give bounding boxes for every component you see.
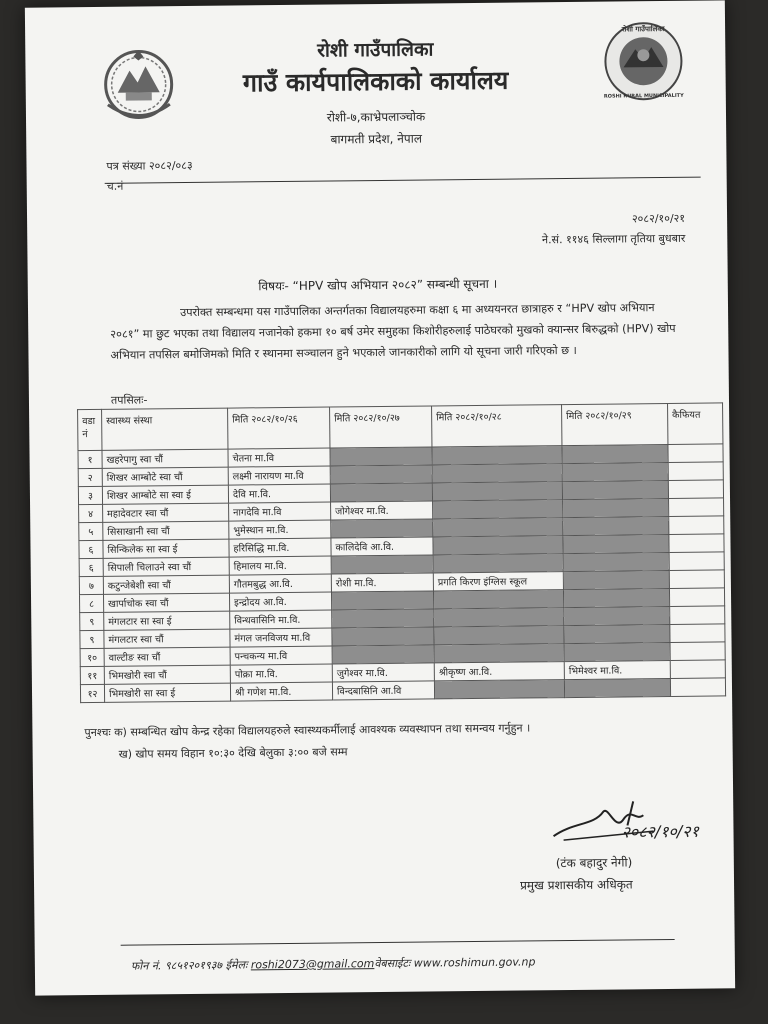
nepal-sambat-date: ने.सं. ११४६ सिल्लागा तृतिया बुधबार <box>541 231 686 247</box>
ward-cell: ११ <box>80 666 104 684</box>
logo-bottom-text: ROSHI RURAL MUNICIPALITY <box>603 92 684 100</box>
ward-cell: २ <box>78 468 102 486</box>
col-header-date-26: मिति २०८२/१०/२६ <box>228 407 330 449</box>
health-post-cell: महादेवटार स्वा चौं <box>103 503 229 522</box>
date-26-cell: इन्द्रोदय आ.वि. <box>229 592 331 611</box>
remarks-cell <box>669 498 724 517</box>
date-28-cell <box>433 590 563 609</box>
date-29-cell <box>564 678 670 697</box>
health-post-cell: मंगलटार सा स्वा ई <box>104 611 230 630</box>
date-29-cell <box>562 444 668 463</box>
date-27-cell <box>330 465 432 484</box>
date-29-cell <box>563 570 669 589</box>
date-27-cell <box>330 447 432 466</box>
municipality-name: रोशी गाउँपालिका <box>317 38 434 62</box>
date-29-cell <box>563 534 669 553</box>
footer-website[interactable]: वेबसाईटः www.roshimun.gov.np <box>374 955 536 971</box>
ward-cell: ८ <box>79 594 103 612</box>
date-26-cell: श्री गणेश मा.वि. <box>230 682 332 701</box>
health-post-cell: सिपाली चिलाउने स्वा चौं <box>103 557 229 576</box>
ward-cell: ९ <box>80 630 104 648</box>
dispatch-number: च.नं <box>106 179 124 193</box>
remarks-cell <box>669 552 724 571</box>
date-26-cell: लक्ष्मी नारायण मा.वि <box>228 466 330 485</box>
date-28-cell <box>432 464 562 483</box>
office-title: गाउँ कार्यपालिकाको कार्यालय <box>242 65 509 98</box>
remarks-cell <box>670 678 725 697</box>
date-26-cell: हरिसिद्धि मा.वि. <box>229 538 331 557</box>
remarks-cell <box>670 606 725 625</box>
date-28-cell <box>432 482 562 501</box>
health-post-cell: सिन्किलेक सा स्वा ई <box>103 539 229 558</box>
address-line-2: बागमती प्रदेश, नेपाल <box>330 131 422 147</box>
address-line-1: रोशी-७,काभ्रेपलाञ्चोक <box>326 109 426 125</box>
footer-divider <box>121 939 675 946</box>
remarks-cell <box>670 642 725 661</box>
date-27-cell <box>331 591 433 610</box>
health-post-cell: शिखर आम्बोटे स्वा चौं <box>102 467 228 486</box>
ward-cell: ७ <box>79 576 103 594</box>
footer-phone: फोन नं. ९८५१२०१९३७ <box>130 958 223 973</box>
col-header-date-29: मिति २०८२/१०/२९ <box>562 403 668 445</box>
date-26-cell: चेतना मा.वि <box>228 448 330 467</box>
date-27-cell: जोगेश्वर मा.वि. <box>331 501 433 520</box>
note-a: पुनश्चः क) सम्बन्धित खोप केन्द्र रहेका विद्यालयहरुले स्वास्थ्यकर्मीलाई आवश्यक व्यवस्थापन तथा समन्वय गर्नुहुन । <box>84 721 531 740</box>
date-28-cell <box>433 536 563 555</box>
date-29-cell <box>564 642 670 661</box>
remarks-cell <box>669 516 724 535</box>
date-28-cell <box>433 554 563 573</box>
date-27-cell <box>332 609 434 628</box>
date-28-cell: प्रगति किरण इंग्लिस स्कूल <box>433 572 563 591</box>
table-header-row <box>78 403 723 451</box>
col-header-date-27: मिति २०८२/१०/२७ <box>330 406 432 448</box>
health-post-cell: भिमखोरी स्वा चौं <box>104 665 230 684</box>
ward-cell: ९ <box>80 612 104 630</box>
remarks-cell <box>670 660 725 679</box>
letter-subject: विषयः- “HPV खोप अभियान २०८२” सम्बन्धी सूचना । <box>258 276 498 294</box>
date-27-cell: जुगेश्वर मा.वि. <box>332 663 434 682</box>
remarks-cell <box>668 480 723 499</box>
date-28-cell <box>432 446 562 465</box>
date-26-cell: गौतमबुद्ध आ.वि. <box>229 574 331 593</box>
date-27-cell: कालिदेवि आ.वि. <box>331 537 433 556</box>
remarks-cell <box>668 462 723 481</box>
footer-email-label: ईमेलः <box>225 958 248 972</box>
date-27-cell: रोशी मा.वि. <box>331 573 433 592</box>
footer-contact <box>131 954 536 973</box>
health-post-cell: खहरेपागु स्वा चौं <box>102 449 228 468</box>
date-26-cell: हिमालय मा.वि. <box>229 556 331 575</box>
date-26-cell: मंगल जनविजय मा.वि <box>230 628 332 647</box>
health-post-cell: खार्पाचोक स्वा चौं <box>103 593 229 612</box>
date-27-cell <box>332 627 434 646</box>
ward-cell: ६ <box>79 540 103 558</box>
signature-date: २०८२/१०/२१ <box>621 821 699 842</box>
signatory-title: प्रमुख प्रशासकीय अधिकृत <box>519 877 633 893</box>
signatory-name: (टंक बहादुर नेगी) <box>555 855 633 871</box>
health-post-cell: भिमखोरी सा स्वा ई <box>104 683 230 702</box>
ward-cell: ६ <box>79 558 103 576</box>
date-28-cell <box>433 500 563 519</box>
date-26-cell: विन्धवासिनि मा.वि. <box>230 610 332 629</box>
date-29-cell <box>562 462 668 481</box>
vaccination-schedule-table <box>77 402 726 703</box>
letter-page <box>25 0 735 995</box>
date-28-cell <box>434 680 564 699</box>
date-26-cell: पोक्रा मा.वि. <box>230 664 332 683</box>
col-header-date-28: मिति २०८२/१०/२८ <box>432 405 562 447</box>
col-header-remarks: कैफियत <box>668 403 723 445</box>
date-28-cell <box>433 518 563 537</box>
health-post-cell: सिसाखानी स्वा चौं <box>103 521 229 540</box>
ward-cell: १० <box>80 648 104 666</box>
date-26-cell: नागदेवि मा.वि <box>229 502 331 521</box>
date-27-cell <box>331 555 433 574</box>
remarks-cell <box>670 624 725 643</box>
date-29-cell <box>563 588 669 607</box>
date-29-cell <box>563 498 669 517</box>
date-29-cell <box>563 516 669 535</box>
date-28-cell <box>434 626 564 645</box>
date-26-cell: देवि मा.वि. <box>228 484 330 503</box>
date-28-cell: श्रीकृष्ण आ.वि. <box>434 662 564 681</box>
col-header-health-post: स्वास्थ्य संस्था <box>102 408 228 450</box>
col-header-ward: वडा नं <box>78 409 102 450</box>
health-post-cell: कटुन्जेबेशी स्वा चौं <box>103 575 229 594</box>
ward-cell: ५ <box>79 522 103 540</box>
date-29-cell <box>564 624 670 643</box>
reference-number: पत्र संख्या २०८२/०८३ <box>106 158 193 173</box>
date-27-cell <box>330 483 432 502</box>
letter-date: २०८२/१०/२१ <box>631 211 686 226</box>
health-post-cell: मंगलटार स्वा चौं <box>104 629 230 648</box>
ward-cell: १२ <box>80 684 104 702</box>
ward-cell: ३ <box>78 486 102 504</box>
date-29-cell <box>562 480 668 499</box>
health-post-cell: वाल्टीङ स्वा चौं <box>104 647 230 666</box>
remarks-cell <box>669 534 724 553</box>
logo-top-text: रोशी गाउँपालिका <box>621 24 665 34</box>
signature-icon <box>503 791 704 853</box>
date-28-cell <box>434 608 564 627</box>
footer-email-link[interactable]: roshi2073@gmail.com <box>250 957 375 972</box>
date-27-cell: विन्दबासिनि आ.वि <box>332 681 434 700</box>
date-28-cell <box>434 644 564 663</box>
remarks-cell <box>668 444 723 463</box>
header-divider <box>105 177 701 184</box>
date-26-cell: पन्चकन्य मा.वि <box>230 646 332 665</box>
remarks-cell <box>669 570 724 589</box>
date-29-cell <box>563 552 669 571</box>
ward-cell: ४ <box>79 504 103 522</box>
remarks-cell <box>669 588 724 607</box>
date-29-cell <box>564 606 670 625</box>
date-27-cell <box>332 645 434 664</box>
date-26-cell: भुमेस्थान मा.वि. <box>229 520 331 539</box>
date-29-cell: भिमेश्वर मा.वि. <box>564 660 670 679</box>
ward-cell: १ <box>78 450 102 468</box>
date-27-cell <box>331 519 433 538</box>
details-label: तपसिलः- <box>110 393 148 407</box>
health-post-cell: शिखर आम्बोटे सा स्वा ई <box>102 485 228 504</box>
letter-body: उपरोक्त सम्बन्धमा यस गाउँपालिका अन्तर्गतका विद्यालयहरुमा कक्षा ६ मा अध्ययनरत छात्राहरु र “HPV खोप अभियान २०८१” मा छुट भएका तथा विद्यालय नजानेको हकमा १० बर्ष उमेर समुहका किशोरीहरुलाई पाठेघरको मुखको क्यान्सर बिरुद्धको (HPV) खोप अभियान तपसिल बमोजिमको मिति र स्थानमा सञ्चालन हुने भएकाले जानकारीको लागि यो सूचना जारी गरिएको छ । <box>110 301 676 362</box>
note-b: ख) खोप समय विहान १०:३० देखि बेलुका ३:०० बजे सम्म <box>118 745 348 761</box>
